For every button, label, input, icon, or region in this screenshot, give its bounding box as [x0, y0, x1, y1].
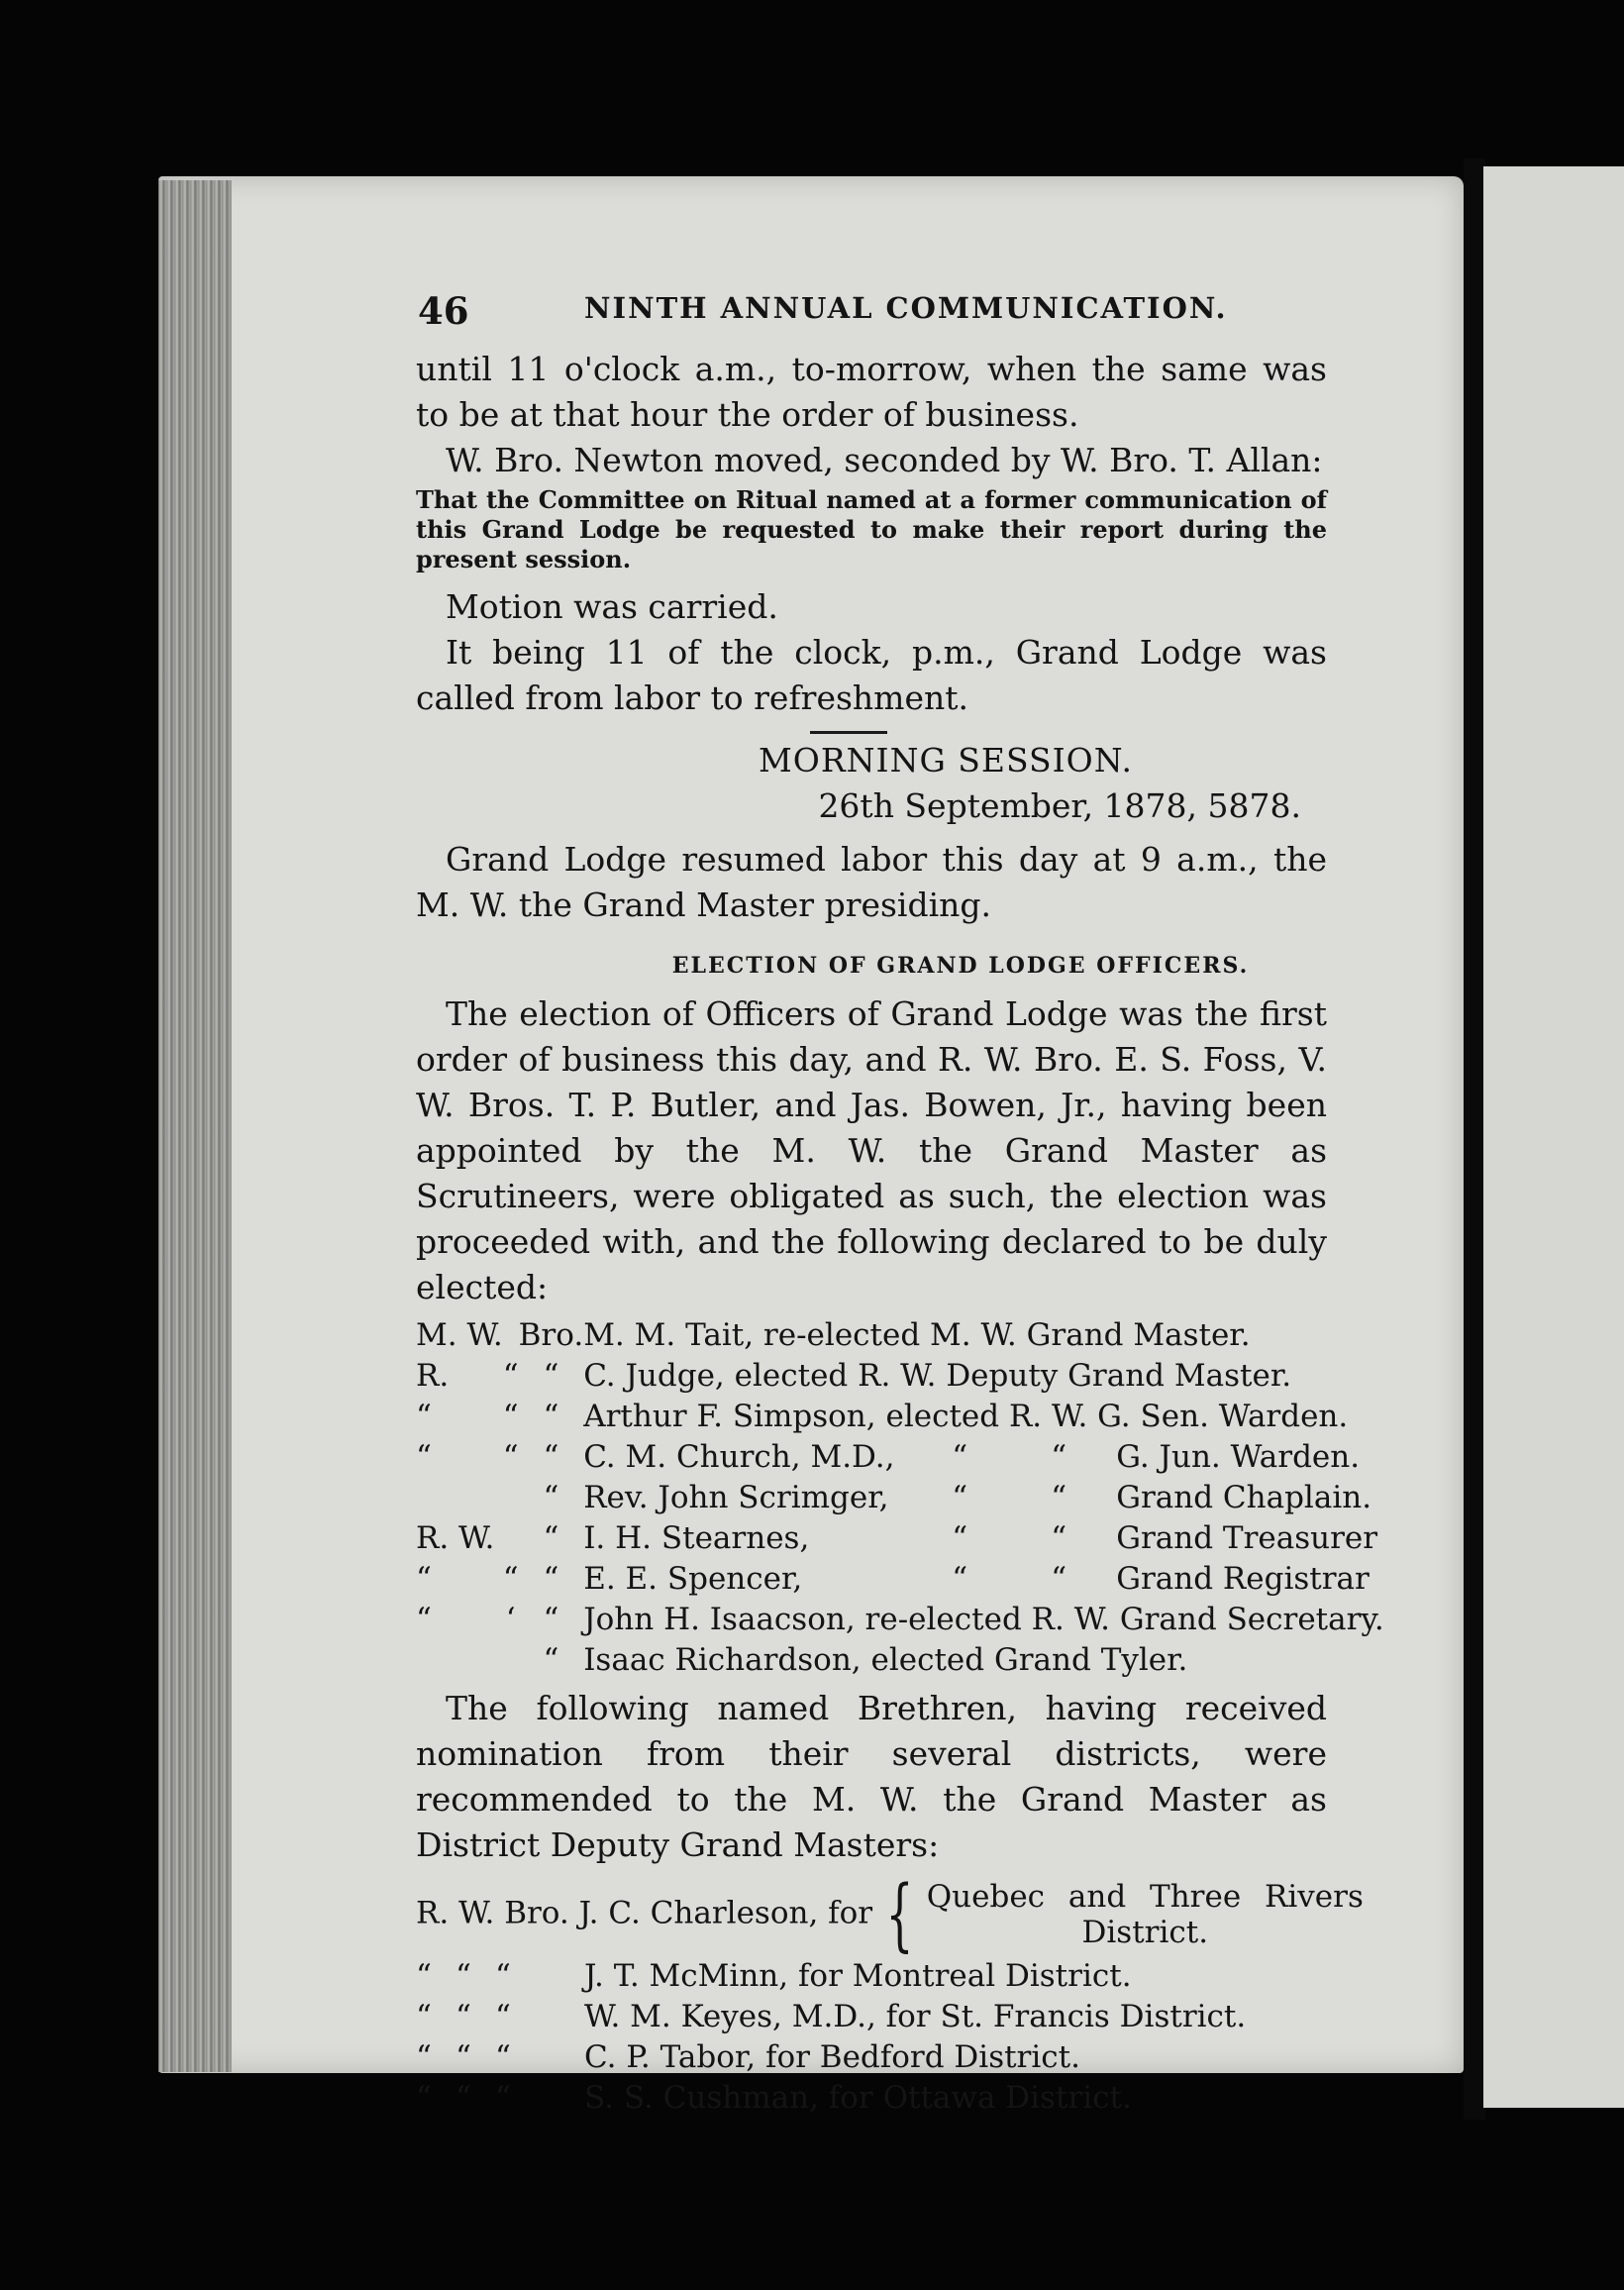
deputy-rank-ditto: “ [416, 2038, 432, 2075]
officer-office: Grand Registrar [1116, 1560, 1370, 1597]
officer-rank-ditto: “ [502, 1398, 519, 1434]
officer-row [416, 1396, 1384, 1436]
deputies-intro: The following named Brethren, having received nomination from their several districts, were recommended to the M. W. the Grand Master as District Deputy Grand Masters: [416, 1689, 1327, 1864]
officer-bro: “ [543, 1479, 559, 1515]
officer-office: Grand Treasurer [1116, 1519, 1378, 1556]
deputy-rank-ditto: “ [416, 1957, 432, 1994]
officer-rank: R. W. [416, 1519, 495, 1556]
deputy-row [416, 2077, 1364, 2118]
district-block [927, 1879, 1364, 1950]
deputy-entry: W. M. Keyes, M.D., for St. Francis District. [584, 1998, 1247, 2034]
session-title: MORNING SESSION. [758, 741, 1133, 780]
motion-text: That the Committee on Ritual named at a former communication of this Grand Lodge be requested to make their report during the present session. [416, 485, 1327, 573]
officer-row [416, 1436, 1384, 1477]
officer-name: I. H. Stearnes, [583, 1519, 810, 1556]
officer-rank [416, 1639, 503, 1680]
election-heading: ELECTION OF GRAND LODGE OFFICERS. [671, 953, 1250, 979]
officer-office: Grand Chaplain. [1116, 1479, 1372, 1515]
officer-rank: “ [416, 1560, 432, 1597]
officer-text [583, 1396, 1384, 1436]
officer-bro: “ [543, 1438, 559, 1475]
officer-text [583, 1639, 1384, 1680]
officer-row [416, 1599, 1384, 1639]
deputy-mid-ditto: “ [456, 2038, 471, 2075]
officer-row [416, 1517, 1384, 1558]
officer-name: Rev. John Scrimger, [583, 1479, 889, 1515]
officer-text [583, 1314, 1384, 1355]
officer-rank-ditto: “ [502, 1357, 519, 1394]
officer-row [416, 1639, 1384, 1680]
ditto-mark: “ [1051, 1560, 1067, 1597]
deputy-first-prefix: R. W. Bro. J. C. Charleson, for [416, 1895, 873, 1931]
officer-bro: Bro. [518, 1316, 584, 1353]
officer-office: G. Jun. Warden. [1116, 1438, 1361, 1475]
deputy-bro-ditto: “ [495, 2038, 511, 2075]
district-line-1: Quebec and Three Rivers [926, 1879, 1364, 1915]
officer-text [583, 1558, 1384, 1599]
deputy-row [416, 1996, 1364, 2036]
book-spine [1464, 158, 1485, 2120]
officer-entry: John H. Isaacson, re-elected R. W. Grand Secretary. [583, 1601, 1384, 1637]
officer-rank: “ [416, 1601, 432, 1637]
page-edges [158, 180, 232, 2072]
brace-symbol: { [885, 1868, 914, 1960]
paragraph-continuation: until 11 o'clock a.m., to-morrow, when the same was to be at that hour the order of business. [416, 350, 1327, 434]
ditto-mark: “ [1051, 1479, 1067, 1515]
section-divider [810, 731, 887, 734]
deputy-entry: C. P. Tabor, for Bedford District. [584, 2038, 1080, 2075]
deputy-entry: S. S. Cushman, for Ottawa District. [584, 2079, 1132, 2116]
page-number: 46 [418, 289, 469, 333]
ditto-mark: “ [952, 1519, 968, 1556]
page-content [416, 277, 1384, 2118]
officer-row [416, 1314, 1384, 1355]
officer-rank [416, 1477, 503, 1517]
officer-rank-ditto [503, 1517, 519, 1558]
deputy-row [416, 1955, 1364, 1996]
deputy-bro-ditto: “ [495, 1957, 511, 1994]
officer-rank-ditto: “ [502, 1438, 519, 1475]
officer-entry: C. Judge, elected R. W. Deputy Grand Master. [583, 1357, 1292, 1394]
paragraph-refreshment: It being 11 of the clock, p.m., Grand Lodge was called from labor to refreshment. [416, 633, 1327, 717]
ditto-mark: “ [952, 1479, 968, 1515]
officer-row [416, 1477, 1384, 1517]
officer-text [583, 1436, 1384, 1477]
officer-rank-ditto [503, 1639, 519, 1680]
running-title: NINTH ANNUAL COMMUNICATION. [584, 291, 1228, 325]
deputy-row [416, 2036, 1364, 2077]
officer-rank: “ [416, 1398, 432, 1434]
deputy-first-cell [416, 1868, 1364, 1960]
deputy-rank-ditto: “ [416, 2079, 432, 2116]
page-header [416, 277, 1327, 347]
officer-rank: “ [416, 1438, 432, 1475]
officer-entry: M. M. Tait, re-elected M. W. Grand Master. [583, 1316, 1251, 1353]
deputy-rank-ditto: “ [416, 1998, 432, 2034]
officer-rank-ditto [503, 1314, 519, 1355]
officer-bro: “ [543, 1519, 559, 1556]
officer-text [583, 1599, 1384, 1639]
paragraph-motion-intro: W. Bro. Newton moved, seconded by W. Bro. T. Allan: [446, 441, 1323, 479]
officer-bro: “ [543, 1560, 559, 1597]
officer-text [583, 1517, 1384, 1558]
officer-entry: Isaac Richardson, elected Grand Tyler. [583, 1641, 1188, 1678]
deputy-entry: J. T. McMinn, for Montreal District. [584, 1957, 1132, 1994]
district-line-2: District. [1081, 1915, 1209, 1950]
officer-text [583, 1355, 1384, 1396]
session-intro: Grand Lodge resumed labor this day at 9 a.m., the M. W. the Grand Master presiding. [416, 840, 1327, 924]
paragraph-motion-carried: Motion was carried. [446, 587, 778, 626]
officer-bro: “ [543, 1357, 559, 1394]
facing-page [1483, 166, 1624, 2108]
officer-name: C. M. Church, M.D., [583, 1438, 895, 1475]
officer-row [416, 1355, 1384, 1396]
officer-bro: “ [543, 1398, 559, 1434]
deputy-row [416, 1874, 1364, 1955]
officer-rank-ditto: “ [502, 1560, 519, 1597]
officer-row [416, 1558, 1384, 1599]
deputy-bro-ditto: “ [495, 1998, 511, 2034]
deputy-mid-ditto: “ [456, 1998, 471, 2034]
officer-name: E. E. Spencer, [583, 1560, 803, 1597]
officers-table [416, 1314, 1384, 1680]
officer-rank: R. [416, 1357, 450, 1394]
ditto-mark: “ [1051, 1438, 1067, 1475]
officer-rank-ditto [503, 1477, 519, 1517]
officer-text [583, 1477, 1384, 1517]
deputy-bro-ditto: “ [495, 2079, 511, 2116]
ditto-mark: “ [952, 1560, 968, 1597]
election-intro: The election of Officers of Grand Lodge was the first order of business this day, and R. W. Bro. E. S. Foss, V. W. Bros. T. P. Butler, and Jas. Bowen, Jr., having been appointed by the M. W. the Grand Master as Scrutineers, were obligated as such, the election was proceeded with, and the following declared to be duly elected: [416, 994, 1327, 1306]
officer-rank-ditto: ‘ [505, 1601, 516, 1637]
officer-entry: Arthur F. Simpson, elected R. W. G. Sen. Warden. [583, 1398, 1349, 1434]
deputy-mid-ditto: “ [456, 1957, 471, 1994]
deputy-mid-ditto: “ [456, 2079, 471, 2116]
session-date: 26th September, 1878, 5878. [818, 786, 1301, 825]
officer-bro: “ [543, 1601, 559, 1637]
officer-bro: “ [543, 1641, 559, 1678]
ditto-mark: “ [1051, 1519, 1067, 1556]
deputies-table [416, 1868, 1364, 2118]
ditto-mark: “ [952, 1438, 968, 1475]
officer-rank: M. W. [416, 1316, 503, 1353]
